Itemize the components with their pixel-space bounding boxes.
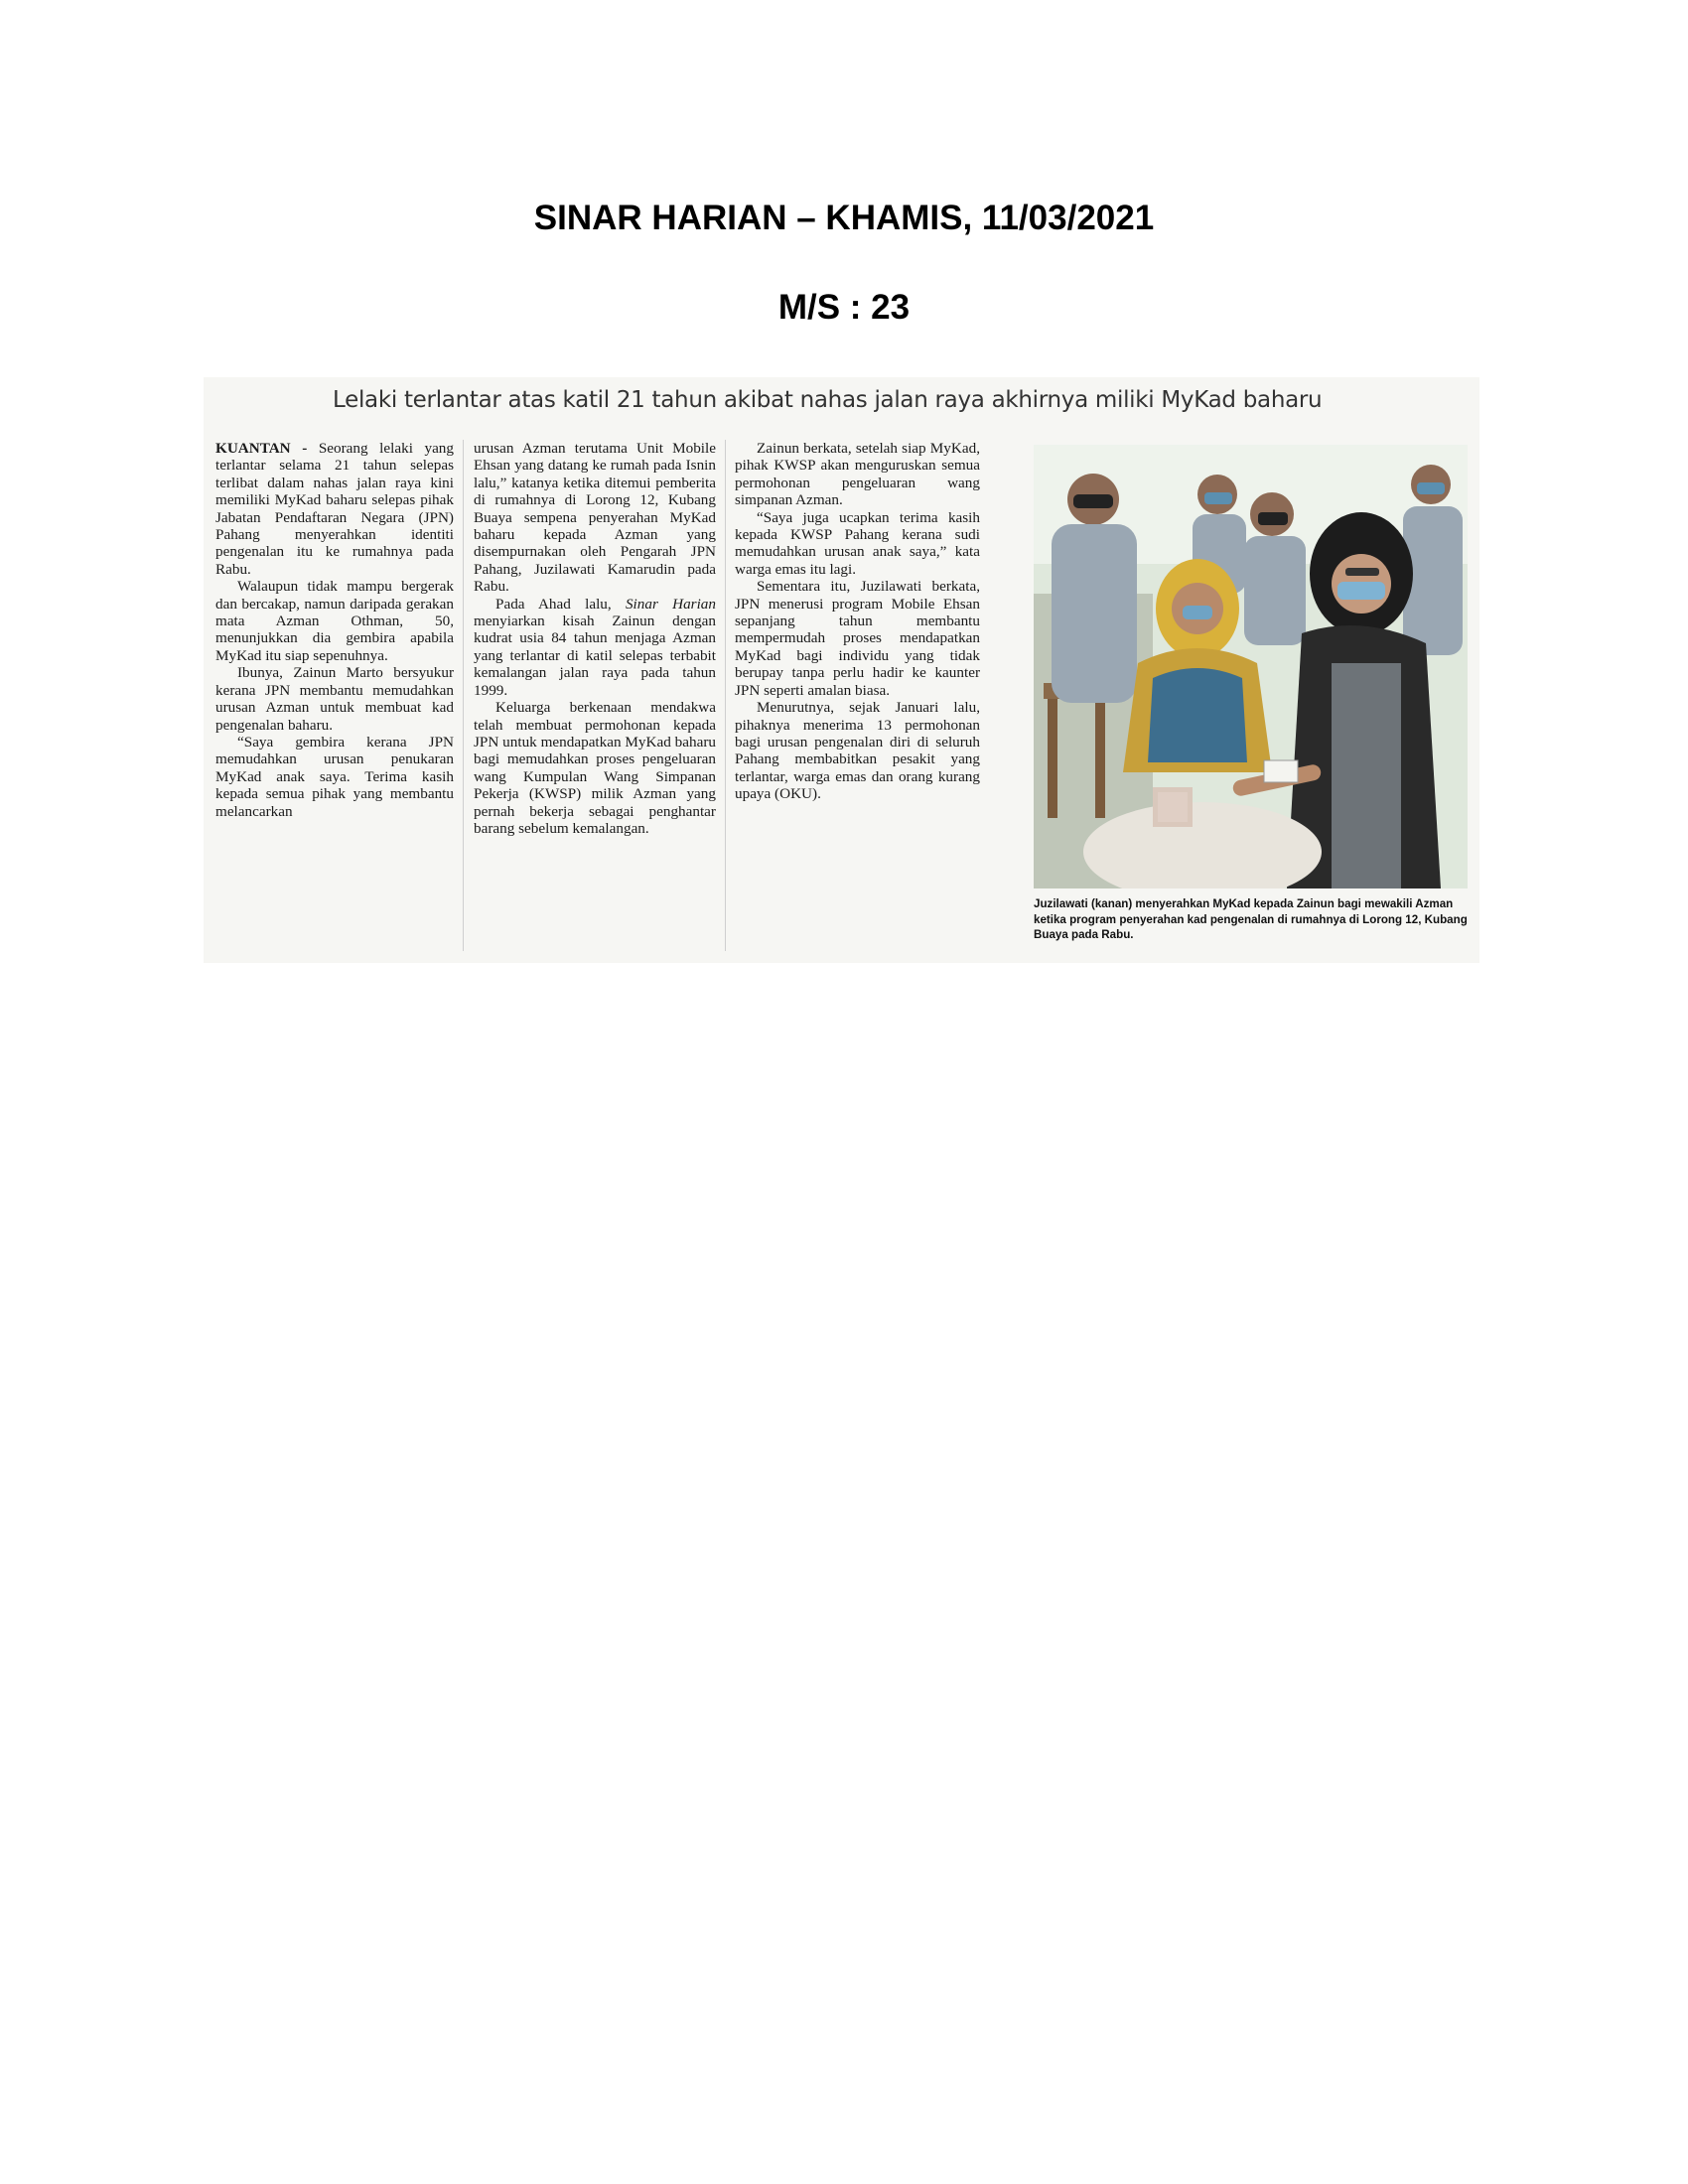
dateline: KUANTAN - bbox=[215, 440, 319, 457]
article-headline: Lelaki terlantar atas katil 21 tahun akibat nahas jalan raya akhirnya miliki MyKad baharu bbox=[333, 387, 1323, 413]
paragraph: Sementara itu, Juzilawati berkata, JPN menerusi program Mobile Ehsan sepanjang tahun membantu mempermudah proses mendapatkan MyKad bagi individu yang tidak berupay tanpa perlu hadir ke kaunter JPN seperti amalan biasa. bbox=[735, 578, 980, 699]
newspaper-name: Sinar Harian bbox=[625, 595, 716, 613]
paragraph: Zainun berkata, setelah siap MyKad, pihak KWSP akan menguruskan semua permohonan pengeluaran wang simpanan Azman. bbox=[735, 440, 980, 509]
paragraph: urusan Azman terutama Unit Mobile Ehsan yang datang ke rumah pada Isnin lalu,” katanya ketika ditemui pemberita di rumahnya di Lorong 12, Kubang Buaya sempena penyerahan MyKad baharu kepada Azman yang disempurnakan oleh Pengarah JPN Pahang, Juzilawati Kamarudin pada Rabu. bbox=[474, 440, 716, 596]
page-number: M/S : 23 bbox=[777, 288, 911, 327]
photo-illustration bbox=[1034, 445, 1468, 888]
article-column-3 bbox=[735, 440, 980, 956]
paragraph bbox=[215, 440, 454, 578]
paragraph: Walaupun tidak mampu bergerak dan bercakap, namun daripada gerakan mata Azman Othman, 50, menunjukkan dia gembira apabila MyKad itu siap sepenuhnya. bbox=[215, 578, 454, 664]
publication-title: SINAR HARIAN – KHAMIS, 11/03/2021 bbox=[533, 199, 1155, 237]
paragraph-text: Pada Ahad lalu, bbox=[495, 595, 626, 613]
article-photo bbox=[1034, 445, 1468, 888]
paragraph: Keluarga berkenaan mendakwa telah membuat permohonan kepada JPN untuk mendapatkan MyKad baharu bagi memudahkan proses pengeluaran wang Kumpulan Wang Simpanan Pekerja (KWSP) milik Azman yang pernah bekerja sebagai penghantar barang sebelum kemalangan. bbox=[474, 699, 716, 837]
paragraph: Menurutnya, sejak Januari lalu, pihaknya menerima 13 permohonan bagi urusan pengenalan diri di seluruh Pahang membabitkan pesakit yang terlantar, warga emas dan orang kurang upaya (OKU). bbox=[735, 699, 980, 803]
paragraph: “Saya gembira kerana JPN memudahkan urusan penukaran MyKad anak saya. Terima kasih kepada semua pihak yang membantu melancarkan bbox=[215, 733, 454, 820]
newspaper-clipping bbox=[204, 377, 1479, 963]
paragraph bbox=[474, 596, 716, 699]
paragraph: Ibunya, Zainun Marto bersyukur kerana JPN membantu memudahkan urusan Azman untuk membuat kad pengenalan baharu. bbox=[215, 664, 454, 734]
column-divider bbox=[463, 440, 464, 951]
photo-caption: Juzilawati (kanan) menyerahkan MyKad kepada Zainun bagi mewakili Azman ketika program penyerahan kad pengenalan di rumahnya di Lorong 12, Kubang Buaya pada Rabu. bbox=[1034, 897, 1468, 941]
article-column-1 bbox=[215, 440, 454, 956]
paragraph-text: menyiarkan kisah Zainun dengan kudrat usia 84 tahun menjaga Azman yang terlantar di katil selepas terbabit kemalangan jalan raya pada tahun 1999. bbox=[474, 613, 716, 699]
paragraph-text: Seorang lelaki yang terlantar selama 21 tahun selepas terlibat dalam nahas jalan raya kini memiliki MyKad baharu selepas pihak Jabatan Pendaftaran Negara (JPN) Pahang menyerahkan identiti pengenalan itu ke rumahnya pada Rabu. bbox=[215, 440, 454, 578]
column-divider bbox=[725, 440, 726, 951]
article-column-2 bbox=[474, 440, 716, 956]
paragraph: “Saya juga ucapkan terima kasih kepada KWSP Pahang kerana sudi memudahkan urusan anak saya,” kata warga emas itu lagi. bbox=[735, 508, 980, 578]
